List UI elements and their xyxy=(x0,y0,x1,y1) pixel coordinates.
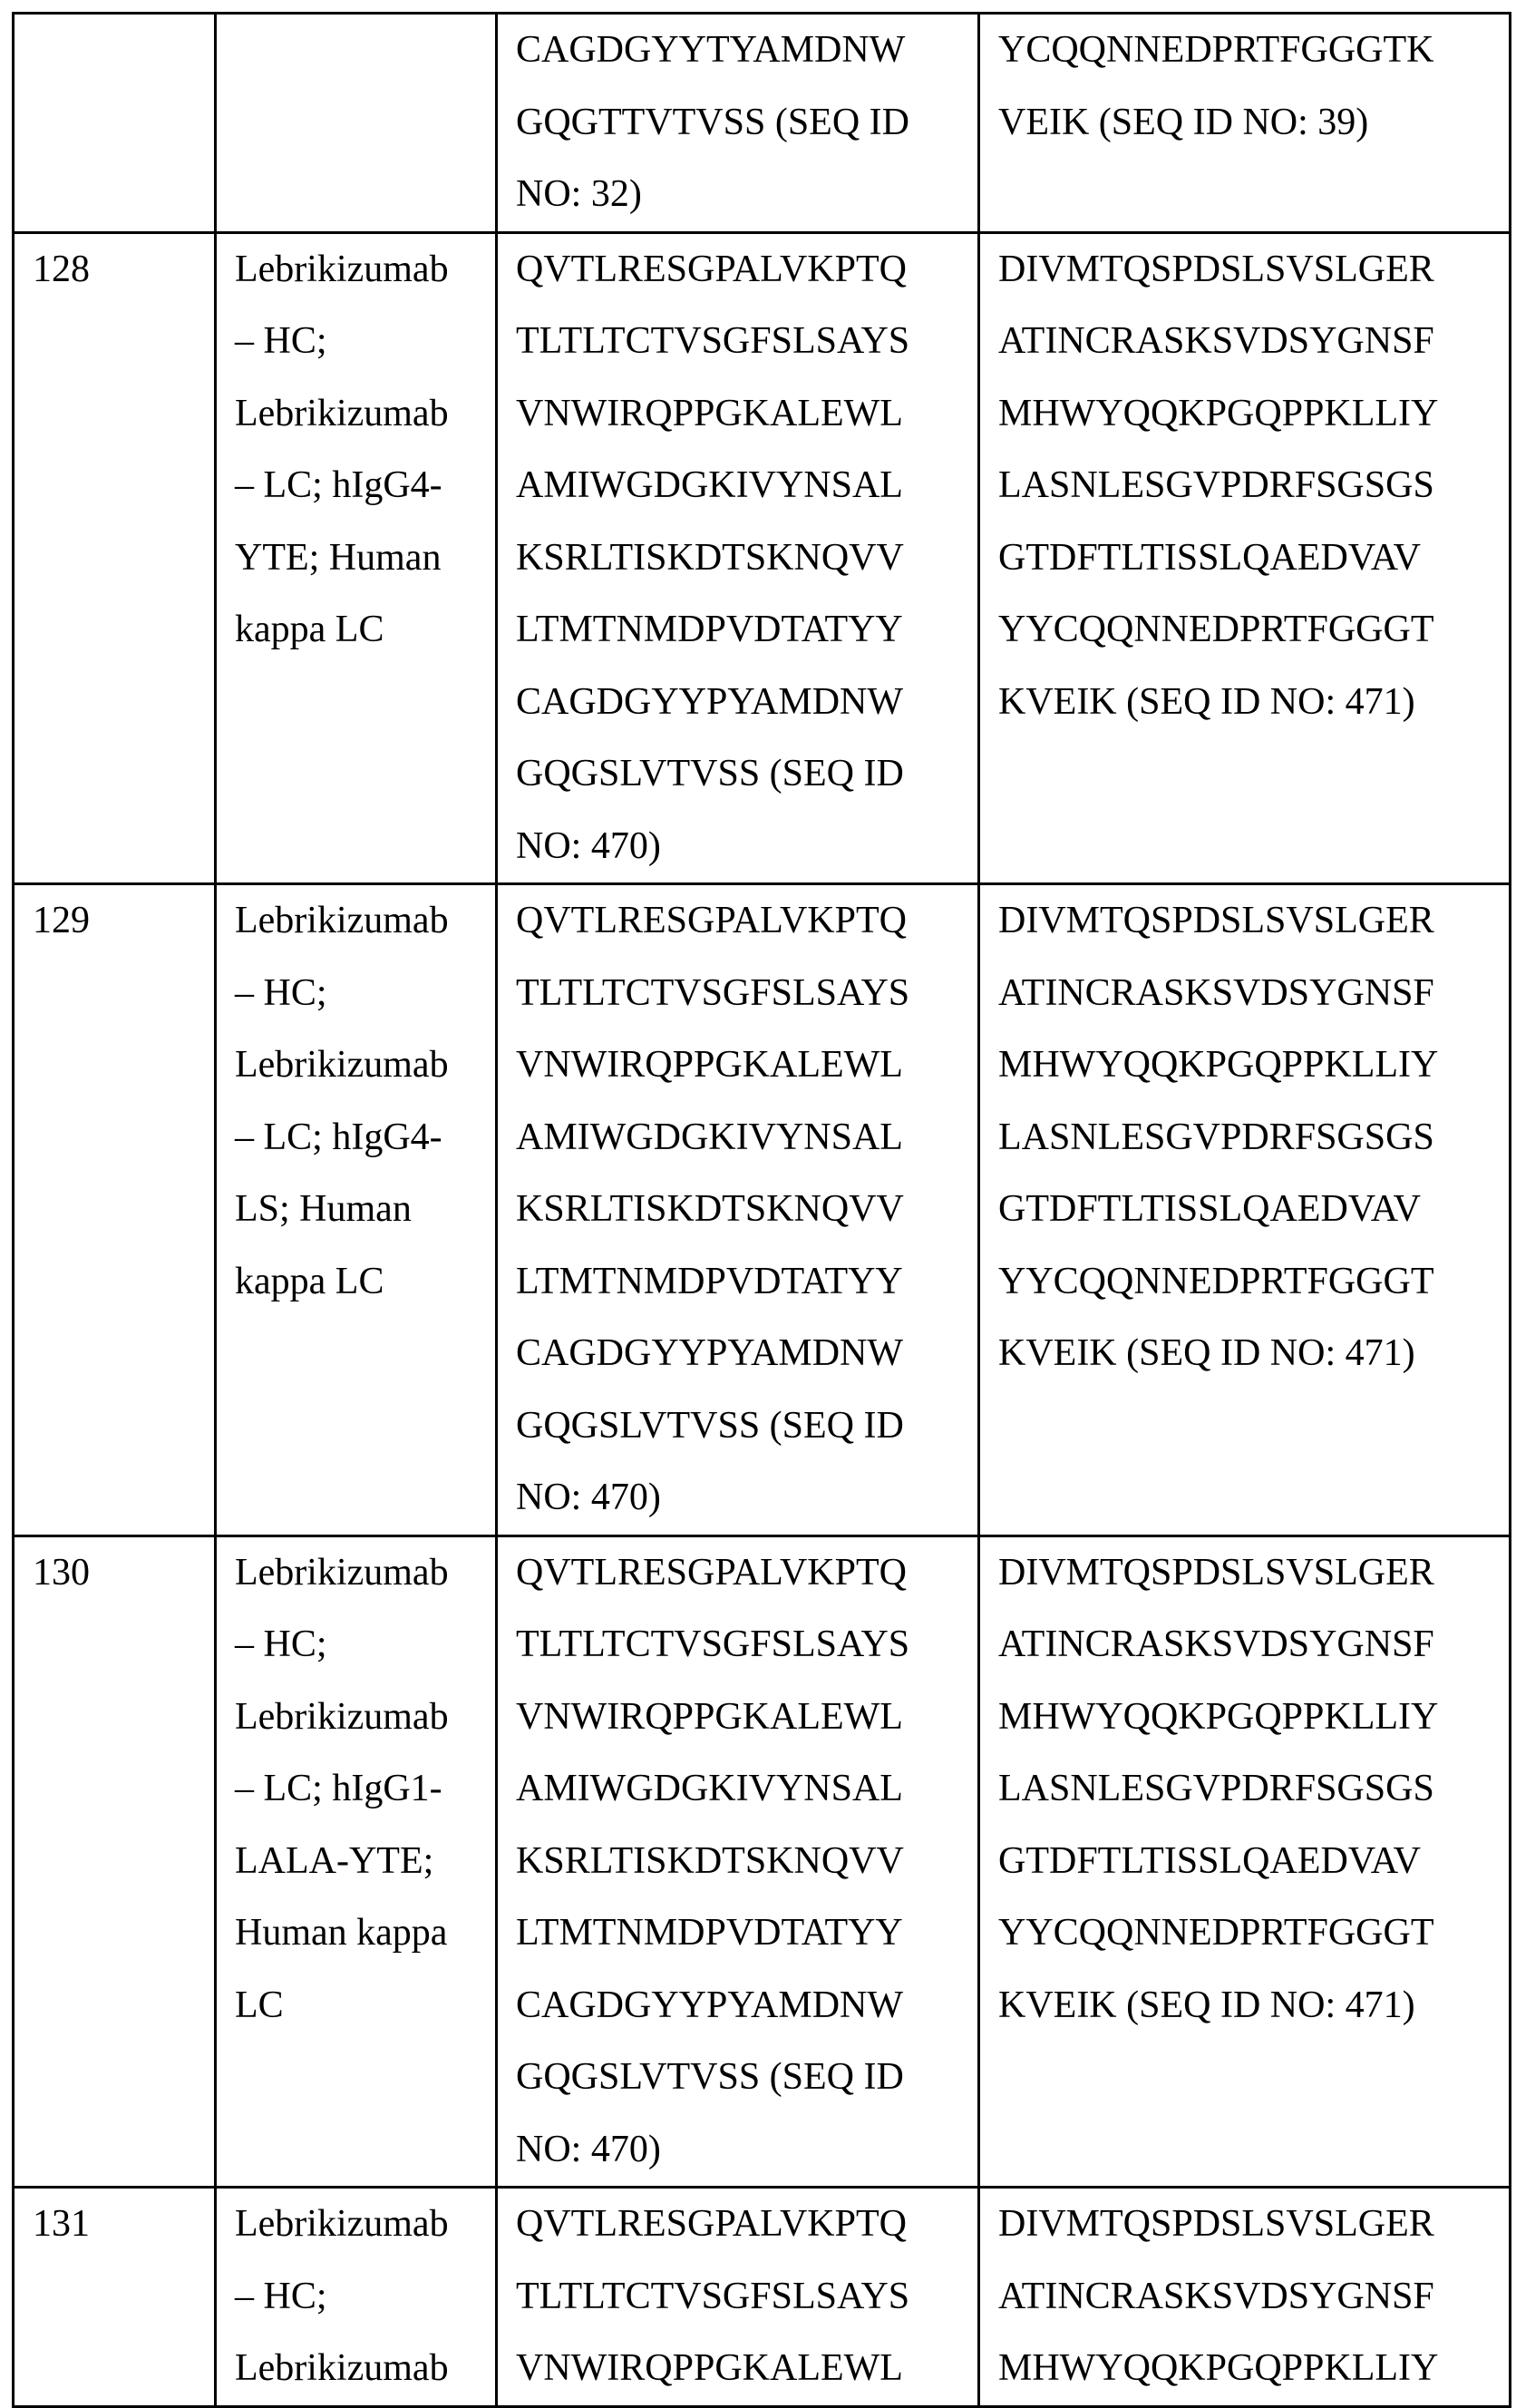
antibody-description: Lebrikizumab – HC; Lebrikizumab – LC; hIgG4- YTE; Human kappa LC xyxy=(216,232,497,884)
heavy-chain-sequence: QVTLRESGPALVKPTQ TLTLTCTVSGFSLSAYS VNWIRQPPGKALEWL xyxy=(497,2188,979,2407)
row-id: 128 xyxy=(14,232,216,884)
table-row xyxy=(14,14,1511,233)
antibody-description xyxy=(216,14,497,233)
row-id xyxy=(14,14,216,233)
light-chain-sequence: DIVMTQSPDSLSVSLGER ATINCRASKSVDSYGNSF MHWYQQKPGQPPKLLIY LASNLESGVPDRFSGSGS GTDFTLTISSLQAEDVAV YYCQQNNEDPRTFGGGT KVEIK (SEQ ID NO: 471) xyxy=(979,1535,1511,2188)
heavy-chain-sequence: CAGDGYYTYAMDNW GQGTTVTVSS (SEQ ID NO: 32) xyxy=(497,14,979,233)
row-id: 131 xyxy=(14,2188,216,2407)
row-id: 129 xyxy=(14,884,216,1536)
table-row xyxy=(14,884,1511,1536)
antibody-description: Lebrikizumab – HC; Lebrikizumab xyxy=(216,2188,497,2407)
heavy-chain-sequence: QVTLRESGPALVKPTQ TLTLTCTVSGFSLSAYS VNWIRQPPGKALEWL AMIWGDGKIVYNSAL KSRLTISKDTSKNQVV LTMTNMDPVDTATYY CAGDGYYPYAMDNW GQGSLVTVSS (SEQ ID NO: 470) xyxy=(497,884,979,1536)
light-chain-sequence: DIVMTQSPDSLSVSLGER ATINCRASKSVDSYGNSF MHWYQQKPGQPPKLLIY xyxy=(979,2188,1511,2407)
antibody-description: Lebrikizumab – HC; Lebrikizumab – LC; hIgG1- LALA-YTE; Human kappa LC xyxy=(216,1535,497,2188)
heavy-chain-sequence: QVTLRESGPALVKPTQ TLTLTCTVSGFSLSAYS VNWIRQPPGKALEWL AMIWGDGKIVYNSAL KSRLTISKDTSKNQVV LTMTNMDPVDTATYY CAGDGYYPYAMDNW GQGSLVTVSS (SEQ ID NO: 470) xyxy=(497,1535,979,2188)
light-chain-sequence: DIVMTQSPDSLSVSLGER ATINCRASKSVDSYGNSF MHWYQQKPGQPPKLLIY LASNLESGVPDRFSGSGS GTDFTLTISSLQAEDVAV YYCQQNNEDPRTFGGGT KVEIK (SEQ ID NO: 471) xyxy=(979,232,1511,884)
table-row xyxy=(14,2188,1511,2407)
table-row xyxy=(14,1535,1511,2188)
light-chain-sequence: YCQQNNEDPRTFGGGTK VEIK (SEQ ID NO: 39) xyxy=(979,14,1511,233)
sequence-table xyxy=(12,12,1511,2408)
table-row xyxy=(14,232,1511,884)
row-id: 130 xyxy=(14,1535,216,2188)
light-chain-sequence: DIVMTQSPDSLSVSLGER ATINCRASKSVDSYGNSF MHWYQQKPGQPPKLLIY LASNLESGVPDRFSGSGS GTDFTLTISSLQAEDVAV YYCQQNNEDPRTFGGGT KVEIK (SEQ ID NO: 471) xyxy=(979,884,1511,1536)
heavy-chain-sequence: QVTLRESGPALVKPTQ TLTLTCTVSGFSLSAYS VNWIRQPPGKALEWL AMIWGDGKIVYNSAL KSRLTISKDTSKNQVV LTMTNMDPVDTATYY CAGDGYYPYAMDNW GQGSLVTVSS (SEQ ID NO: 470) xyxy=(497,232,979,884)
antibody-description: Lebrikizumab – HC; Lebrikizumab – LC; hIgG4- LS; Human kappa LC xyxy=(216,884,497,1536)
